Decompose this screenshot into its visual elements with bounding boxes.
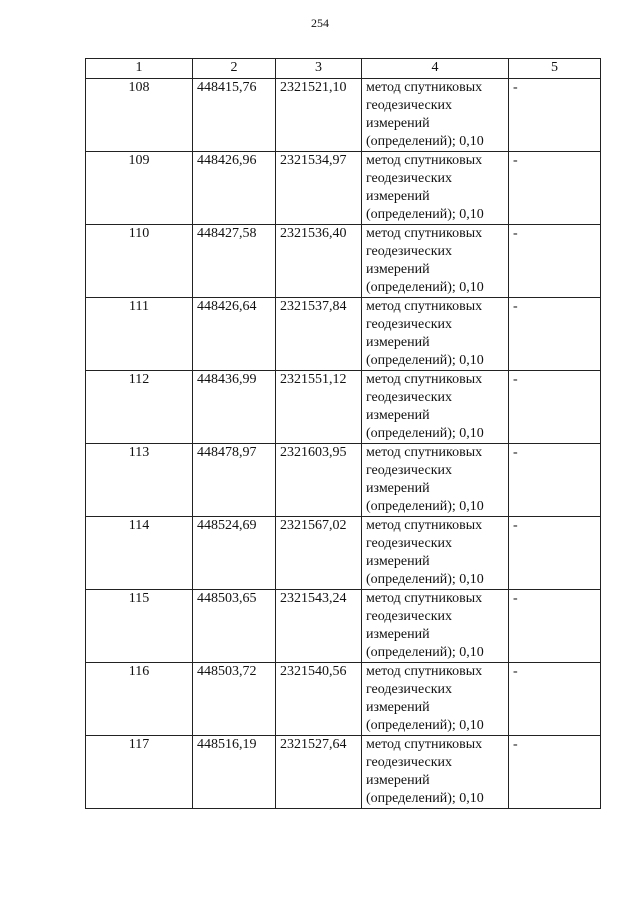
method-cell: метод спутниковых геодезических измерений (определений); 0,10 — [362, 590, 509, 663]
extra-cell: - — [509, 736, 601, 809]
method-cell: метод спутниковых геодезических измерений (определений); 0,10 — [362, 517, 509, 590]
x-coordinate-cell: 448426,64 — [193, 298, 276, 371]
x-coordinate-cell: 448516,19 — [193, 736, 276, 809]
x-coordinate-cell: 448503,72 — [193, 663, 276, 736]
table-row — [86, 79, 601, 152]
point-number-cell: 115 — [86, 590, 193, 663]
point-number-cell: 117 — [86, 736, 193, 809]
point-number-cell: 110 — [86, 225, 193, 298]
column-header: 4 — [362, 59, 509, 79]
point-number-cell: 112 — [86, 371, 193, 444]
column-header: 3 — [276, 59, 362, 79]
y-coordinate-cell: 2321527,64 — [276, 736, 362, 809]
extra-cell: - — [509, 444, 601, 517]
extra-cell: - — [509, 663, 601, 736]
y-coordinate-cell: 2321603,95 — [276, 444, 362, 517]
y-coordinate-cell: 2321543,24 — [276, 590, 362, 663]
column-header: 2 — [193, 59, 276, 79]
x-coordinate-cell: 448427,58 — [193, 225, 276, 298]
x-coordinate-cell: 448415,76 — [193, 79, 276, 152]
method-cell: метод спутниковых геодезических измерений (определений); 0,10 — [362, 736, 509, 809]
method-cell: метод спутниковых геодезических измерений (определений); 0,10 — [362, 298, 509, 371]
extra-cell: - — [509, 298, 601, 371]
method-cell: метод спутниковых геодезических измерений (определений); 0,10 — [362, 225, 509, 298]
extra-cell: - — [509, 590, 601, 663]
table-header-row — [86, 59, 601, 79]
table-row — [86, 225, 601, 298]
point-number-cell: 108 — [86, 79, 193, 152]
method-cell: метод спутниковых геодезических измерений (определений); 0,10 — [362, 663, 509, 736]
point-number-cell: 113 — [86, 444, 193, 517]
method-cell: метод спутниковых геодезических измерений (определений); 0,10 — [362, 444, 509, 517]
page-number: 254 — [311, 16, 329, 30]
method-cell: метод спутниковых геодезических измерений (определений); 0,10 — [362, 79, 509, 152]
x-coordinate-cell: 448524,69 — [193, 517, 276, 590]
y-coordinate-cell: 2321537,84 — [276, 298, 362, 371]
table-row — [86, 517, 601, 590]
x-coordinate-cell: 448503,65 — [193, 590, 276, 663]
y-coordinate-cell: 2321536,40 — [276, 225, 362, 298]
extra-cell: - — [509, 517, 601, 590]
extra-cell: - — [509, 152, 601, 225]
y-coordinate-cell: 2321534,97 — [276, 152, 362, 225]
extra-cell: - — [509, 225, 601, 298]
table-row — [86, 590, 601, 663]
method-cell: метод спутниковых геодезических измерений (определений); 0,10 — [362, 371, 509, 444]
point-number-cell: 111 — [86, 298, 193, 371]
y-coordinate-cell: 2321540,56 — [276, 663, 362, 736]
column-header: 1 — [86, 59, 193, 79]
extra-cell: - — [509, 371, 601, 444]
table-row — [86, 298, 601, 371]
extra-cell: - — [509, 79, 601, 152]
point-number-cell: 109 — [86, 152, 193, 225]
x-coordinate-cell: 448426,96 — [193, 152, 276, 225]
table-row — [86, 371, 601, 444]
x-coordinate-cell: 448436,99 — [193, 371, 276, 444]
method-cell: метод спутниковых геодезических измерений (определений); 0,10 — [362, 152, 509, 225]
coordinates-table — [85, 58, 601, 809]
y-coordinate-cell: 2321521,10 — [276, 79, 362, 152]
point-number-cell: 116 — [86, 663, 193, 736]
point-number-cell: 114 — [86, 517, 193, 590]
y-coordinate-cell: 2321551,12 — [276, 371, 362, 444]
y-coordinate-cell: 2321567,02 — [276, 517, 362, 590]
table-row — [86, 444, 601, 517]
x-coordinate-cell: 448478,97 — [193, 444, 276, 517]
table-row — [86, 736, 601, 809]
table-row — [86, 152, 601, 225]
column-header: 5 — [509, 59, 601, 79]
table-row — [86, 663, 601, 736]
